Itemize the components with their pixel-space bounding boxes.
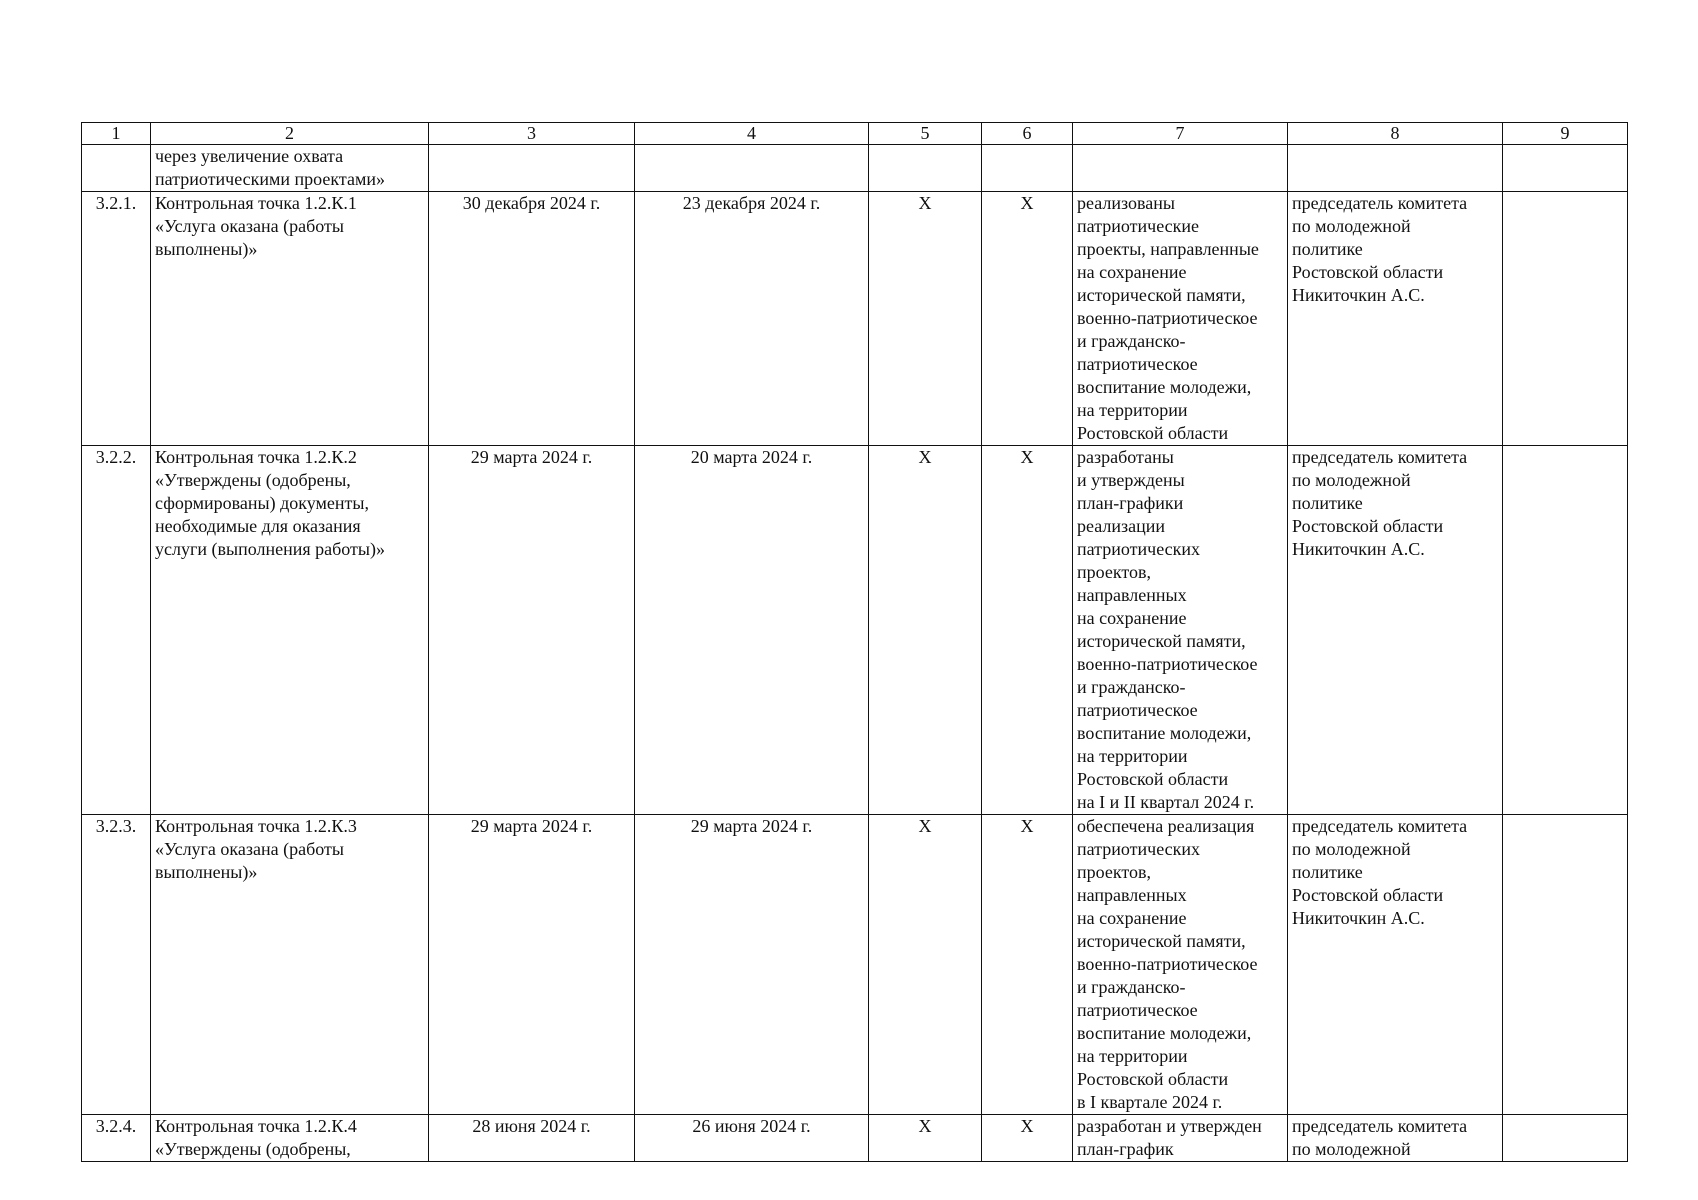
name-cell: Контрольная точка 1.2.К.2 «Утверждены (одобрены, сформированы) документы, необходимые для оказания услуги (выполнения работы)» (151, 446, 429, 815)
column-number-row (82, 123, 1628, 145)
col5-cell: Х (869, 192, 982, 446)
fact-date-cell: 26 июня 2024 г. (635, 1115, 869, 1162)
result-cell: разработан и утвержден план-график (1073, 1115, 1288, 1162)
col5-cell: Х (869, 446, 982, 815)
column-number-cell: 9 (1503, 123, 1628, 145)
column-number-cell: 6 (982, 123, 1073, 145)
col6-cell: Х (982, 1115, 1073, 1162)
name-cell: Контрольная точка 1.2.К.4 «Утверждены (одобрены, (151, 1115, 429, 1162)
responsible-cell: председатель комитета по молодежной (1288, 1115, 1503, 1162)
fact-date-cell: 29 марта 2024 г. (635, 815, 869, 1115)
result-cell: разработаны и утверждены план-графики реализации патриотических проектов, направленных на сохранение исторической памяти, военно-патриотическое и гражданско- патриотическое воспитание молодежи, на территории Ростовской области на I и II квартал 2024 г. (1073, 446, 1288, 815)
responsible-cell: председатель комитета по молодежной политике Ростовской области Никиточкин А.С. (1288, 446, 1503, 815)
result-cell: реализованы патриотические проекты, направленные на сохранение исторической памяти, военно-патриотическое и гражданско- патриотическое воспитание молодежи, на территории Ростовской области (1073, 192, 1288, 446)
result-cell: обеспечена реализация патриотических проектов, направленных на сохранение исторической памяти, военно-патриотическое и гражданско- патриотическое воспитание молодежи, на территории Ростовской области в I квартале 2024 г. (1073, 815, 1288, 1115)
table-row (82, 815, 1628, 1115)
plan-date-cell: 29 марта 2024 г. (429, 815, 635, 1115)
control-points-table (81, 122, 1628, 1162)
fact-date-cell: 23 декабря 2024 г. (635, 192, 869, 446)
column-number-cell: 3 (429, 123, 635, 145)
name-cell: Контрольная точка 1.2.К.3 «Услуга оказана (работы выполнены)» (151, 815, 429, 1115)
column-number-cell: 2 (151, 123, 429, 145)
table-row (82, 446, 1628, 815)
fact-date-cell: 20 марта 2024 г. (635, 446, 869, 815)
column-number-cell: 1 (82, 123, 151, 145)
row-number-cell: 3.2.1. (82, 192, 151, 446)
responsible-cell (1288, 145, 1503, 192)
col9-cell (1503, 1115, 1628, 1162)
column-number-cell: 4 (635, 123, 869, 145)
plan-date-cell: 30 декабря 2024 г. (429, 192, 635, 446)
col9-cell (1503, 815, 1628, 1115)
row-number-cell: 3.2.3. (82, 815, 151, 1115)
column-number-cell: 8 (1288, 123, 1503, 145)
table-row (82, 1115, 1628, 1162)
column-number-cell: 7 (1073, 123, 1288, 145)
fact-date-cell (635, 145, 869, 192)
col9-cell (1503, 446, 1628, 815)
name-cell: через увеличение охвата патриотическими проектами» (151, 145, 429, 192)
plan-date-cell (429, 145, 635, 192)
col6-cell: Х (982, 446, 1073, 815)
column-number-cell: 5 (869, 123, 982, 145)
row-number-cell (82, 145, 151, 192)
col6-cell: Х (982, 192, 1073, 446)
col9-cell (1503, 192, 1628, 446)
col5-cell: Х (869, 1115, 982, 1162)
row-number-cell: 3.2.4. (82, 1115, 151, 1162)
responsible-cell: председатель комитета по молодежной политике Ростовской области Никиточкин А.С. (1288, 192, 1503, 446)
responsible-cell: председатель комитета по молодежной политике Ростовской области Никиточкин А.С. (1288, 815, 1503, 1115)
col5-cell: Х (869, 815, 982, 1115)
table-row (82, 145, 1628, 192)
table-row (82, 192, 1628, 446)
result-cell (1073, 145, 1288, 192)
plan-date-cell: 29 марта 2024 г. (429, 446, 635, 815)
row-number-cell: 3.2.2. (82, 446, 151, 815)
col9-cell (1503, 145, 1628, 192)
plan-date-cell: 28 июня 2024 г. (429, 1115, 635, 1162)
name-cell: Контрольная точка 1.2.К.1 «Услуга оказана (работы выполнены)» (151, 192, 429, 446)
col6-cell (982, 145, 1073, 192)
col6-cell: Х (982, 815, 1073, 1115)
col5-cell (869, 145, 982, 192)
